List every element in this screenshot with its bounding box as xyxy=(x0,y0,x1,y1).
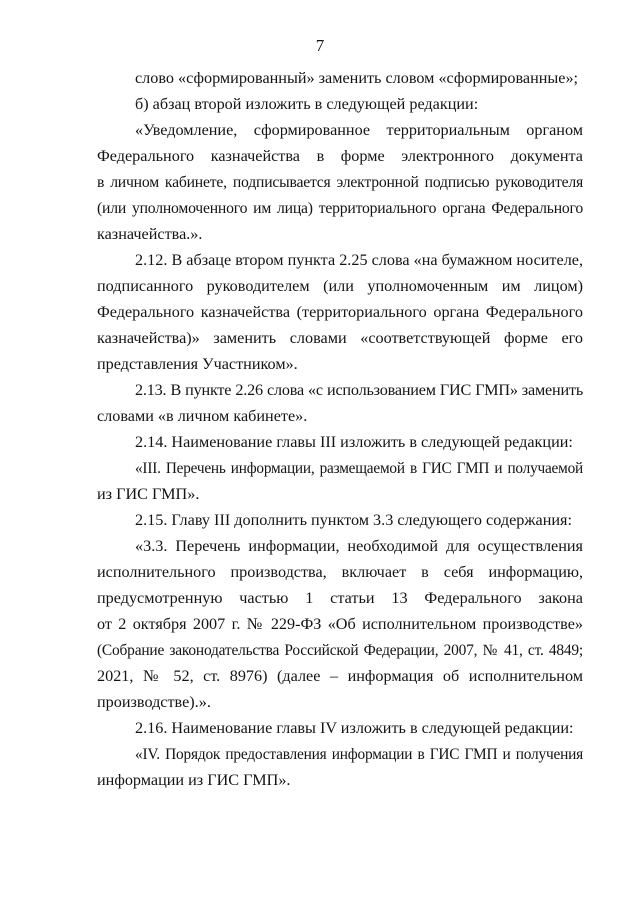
text-line: от 2 октября 2007 г. № 229-ФЗ «Об исполнительном производстве» xyxy=(97,614,583,633)
text-line: 2.16. Наименование главы IV изложить в следующей редакции: xyxy=(135,718,574,737)
text-line: «3.3. Перечень информации, необходимой для осуществления xyxy=(135,536,583,555)
paragraph xyxy=(97,248,583,378)
paragraph xyxy=(97,118,583,248)
text-line: подписанного руководителем (или уполномоченным им лицом) xyxy=(97,276,583,295)
text-line: «IV. Порядок предоставления информации в ГИС ГМП и получения xyxy=(135,745,583,763)
document-body xyxy=(97,66,583,794)
text-line: словами «в личном кабинете». xyxy=(97,406,308,425)
text-line: представления Участником». xyxy=(97,354,298,373)
text-line: казначейства)» заменить словами «соответствующей форме его xyxy=(97,328,583,347)
text-line: (или уполномоченного им лица) территориального органа Федерального xyxy=(97,199,583,217)
text-line: Федерального казначейства (территориального органа Федерального xyxy=(97,302,583,321)
text-line: Федерального казначейства в форме электронного документа xyxy=(97,146,583,165)
paragraph xyxy=(97,456,583,508)
text-line: (Собрание законодательства Российской Федерации, 2007, № 41, ст. 4849; xyxy=(97,641,583,659)
paragraph xyxy=(97,430,583,456)
text-line: 2.12. В абзаце втором пункта 2.25 слова «на бумажном носителе, xyxy=(135,250,583,269)
text-line: 2.15. Главу III дополнить пунктом 3.3 следующего содержания: xyxy=(135,510,572,529)
text-line: 2021, № 52, ст. 8976) (далее – информация об исполнительном xyxy=(97,666,583,685)
text-line: исполнительного производства, включает в себя информацию, xyxy=(97,562,583,581)
paragraph xyxy=(97,508,583,534)
text-line: б) абзац второй изложить в следующей редакции: xyxy=(135,94,479,113)
page-number: 7 xyxy=(315,36,325,55)
paragraph xyxy=(97,716,583,742)
paragraph xyxy=(97,534,583,716)
paragraph xyxy=(97,378,583,430)
text-line: из ГИС ГМП». xyxy=(97,484,200,503)
text-line: информации из ГИС ГМП». xyxy=(97,770,291,789)
paragraph xyxy=(97,742,583,794)
text-line: производстве).». xyxy=(97,692,211,711)
text-line: 2.13. В пункте 2.26 слова «с использованием ГИС ГМП» заменить xyxy=(135,380,583,399)
paragraph xyxy=(97,66,583,92)
text-line: «III. Перечень информации, размещаемой в ГИС ГМП и получаемой xyxy=(135,459,583,477)
text-line: казначейства.». xyxy=(97,224,203,243)
text-line: предусмотренную частью 1 статьи 13 Федерального закона xyxy=(97,588,583,607)
text-line: в личном кабинете, подписывается электронной подписью руководителя xyxy=(97,173,583,191)
paragraph xyxy=(97,92,583,118)
text-line: слово «сформированный» заменить словом «сформированные»; xyxy=(135,69,579,87)
text-line: «Уведомление, сформированное территориальным органом xyxy=(135,120,583,139)
text-line: 2.14. Наименование главы III изложить в следующей редакции: xyxy=(135,432,573,451)
